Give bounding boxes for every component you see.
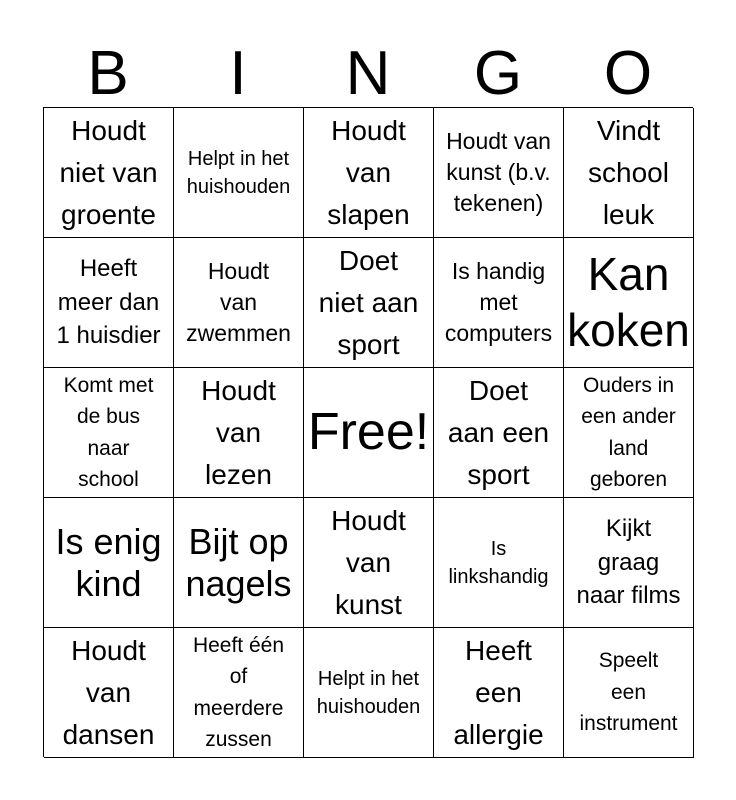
bingo-cell[interactable] (434, 108, 564, 238)
header-letter-i: I (229, 39, 247, 108)
bingo-cell-text: Bijt op nagels (185, 521, 292, 604)
bingo-cell-text: Is enig kind (55, 521, 162, 604)
bingo-cell[interactable] (174, 108, 304, 238)
bingo-cell-text: Houdt van kunst (331, 504, 406, 620)
bingo-cell-text: Kan koken (567, 248, 690, 356)
bingo-cell[interactable] (44, 238, 174, 368)
bingo-cell-text: Heeft meer dan 1 huisdier (56, 255, 161, 350)
header-letter-o: O (603, 39, 653, 108)
bingo-cell-text: Helpt in het huishouden (316, 667, 421, 718)
bingo-cell[interactable] (304, 628, 434, 758)
bingo-cell-text: Is handig met computers (444, 257, 553, 347)
bingo-cell-text: Houdt niet van groente (59, 114, 158, 230)
bingo-cell[interactable] (304, 238, 434, 368)
bingo-cell[interactable] (174, 628, 304, 758)
bingo-cell-text: Heeft een allergie (453, 634, 544, 750)
bingo-cell-text: Houdt van dansen (62, 634, 155, 750)
bingo-cell[interactable] (564, 628, 694, 758)
header-letter-g: G (473, 39, 523, 108)
bingo-cell-text: Heeft één of meerdere zussen (192, 633, 285, 751)
free-space-cell[interactable] (304, 368, 434, 498)
bingo-cell-text: Doet niet aan sport (318, 244, 419, 360)
bingo-cell-text: Ouders in een ander land geboren (581, 373, 676, 491)
bingo-cell[interactable] (304, 108, 434, 238)
bingo-cell[interactable] (44, 368, 174, 498)
bingo-cell-text: Houdt van slapen (327, 114, 410, 230)
bingo-cell[interactable] (564, 238, 694, 368)
bingo-cell[interactable] (434, 238, 564, 368)
bingo-cell-text: Speelt een instrument (579, 649, 678, 736)
bingo-header (43, 40, 693, 108)
bingo-cell-text: Helpt in het huishouden (186, 147, 291, 198)
bingo-cell[interactable] (174, 498, 304, 628)
bingo-cell[interactable] (564, 368, 694, 498)
bingo-cell[interactable] (434, 628, 564, 758)
bingo-cell[interactable] (44, 108, 174, 238)
bingo-cell[interactable] (174, 368, 304, 498)
bingo-cell[interactable] (304, 498, 434, 628)
bingo-cell-text: Houdt van kunst (b.v. tekenen) (446, 127, 551, 217)
bingo-cell[interactable] (564, 108, 694, 238)
bingo-cell[interactable] (434, 368, 564, 498)
header-letter-b: B (87, 39, 129, 108)
header-letter-n: N (345, 39, 391, 108)
bingo-cell[interactable] (564, 498, 694, 628)
bingo-cell[interactable] (44, 628, 174, 758)
bingo-cell-text: Houdt van zwemmen (186, 257, 291, 347)
bingo-cell-text: Is linkshandig (448, 537, 549, 588)
bingo-cell-text: Kijkt graag naar films (576, 515, 681, 610)
bingo-cell-text: Vindt school leuk (588, 114, 669, 230)
bingo-cell[interactable] (434, 498, 564, 628)
bingo-cell-text: Komt met de bus naar school (63, 373, 154, 491)
free-space-text: Free! (307, 402, 430, 461)
bingo-cell-text: Houdt van lezen (201, 374, 276, 490)
bingo-cell[interactable] (174, 238, 304, 368)
bingo-cell-text: Doet aan een sport (447, 374, 550, 490)
bingo-cell[interactable] (44, 498, 174, 628)
bingo-card-grid (43, 107, 693, 757)
